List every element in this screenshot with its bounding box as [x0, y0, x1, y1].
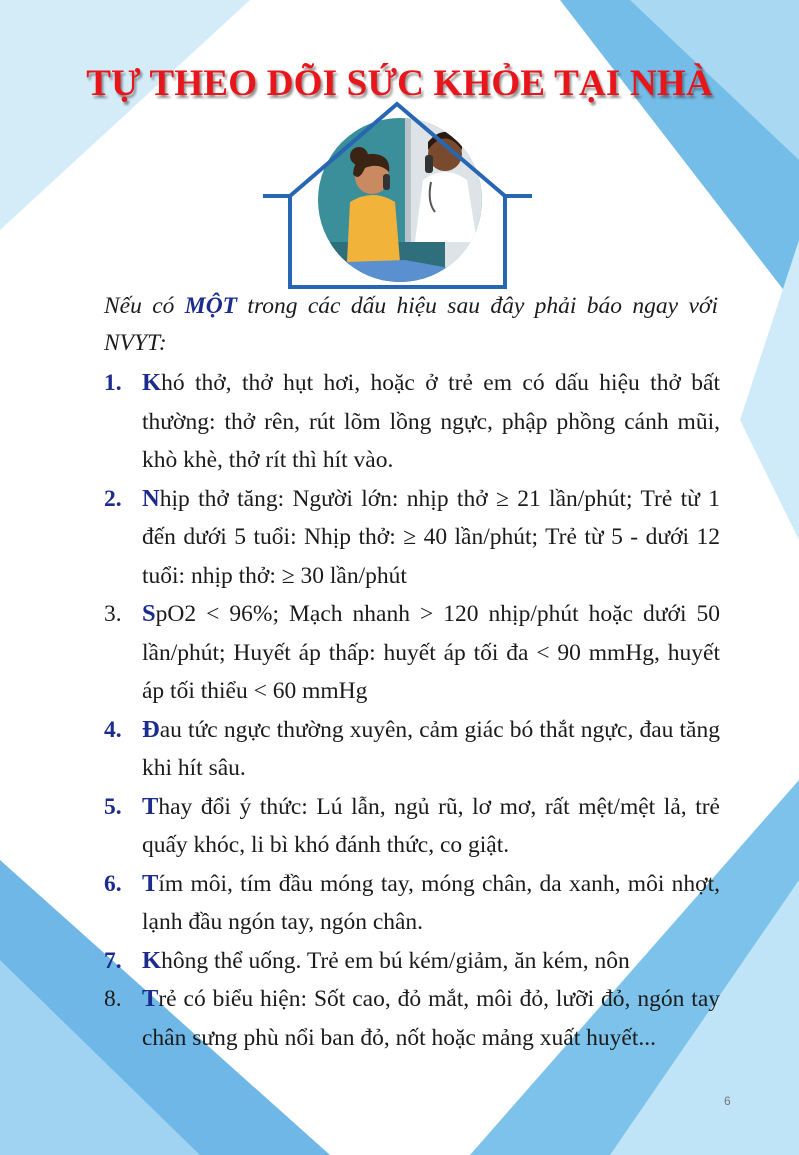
list-item	[104, 942, 720, 981]
item-first-letter: Đ	[142, 715, 160, 743]
intro-emphasis: MỘT	[184, 293, 238, 319]
item-first-letter: K	[142, 946, 162, 974]
item-number: 6.	[104, 870, 122, 897]
item-number: 3.	[104, 601, 122, 627]
warning-signs-list	[104, 364, 720, 1057]
call-scene	[315, 112, 495, 292]
item-text: hay đổi ý thức: Lú lẫn, ngủ rũ, lơ mơ, rất mệt/mệt lả, trẻ quấy khóc, li bì khó đánh thức, co giật.	[142, 793, 720, 858]
item-text: ím môi, tím đầu móng tay, móng chân, da xanh, môi nhợt, lạnh đầu ngón tay, ngón chân.	[142, 870, 720, 935]
item-text: pO2 < 96%; Mạch nhanh > 120 nhịp/phút hoặc dưới 50 lần/phút; Huyết áp thấp: huyết áp tối đa < 90 mmHg, huyết áp tối thiểu < 60 mmHg	[142, 601, 720, 704]
page-title: TỰ THEO DÕI SỨC KHỎE TẠI NHÀ	[86, 63, 713, 104]
list-item	[104, 711, 720, 788]
item-first-letter: K	[142, 369, 162, 396]
item-first-letter: S	[142, 600, 156, 627]
list-item	[104, 595, 720, 711]
item-number: 1.	[104, 370, 122, 396]
intro-paragraph	[104, 288, 718, 362]
item-first-letter: T	[142, 792, 159, 820]
item-text: rẻ có biểu hiện: Sốt cao, đỏ mắt, môi đỏ, lưỡi đỏ, ngón tay chân sưng phù nổi ban đỏ, nốt hoặc mảng xuất huyết...	[142, 986, 720, 1051]
item-text: au tức ngực thường xuyên, cảm giác bó thắt ngực, đau tăng khi hít sâu.	[142, 716, 720, 781]
item-number: 4.	[104, 716, 122, 743]
item-text: hịp thở tăng: Người lớn: nhịp thở ≥ 21 lần/phút; Trẻ từ 1 đến dưới 5 tuổi: Nhịp thở: ≥ 40 lần/phút; Trẻ từ 5 - dưới 12 tuổi: nhịp thở: ≥ 30 lần/phút	[142, 485, 720, 589]
house-with-phone-call-illustration	[255, 92, 540, 292]
item-number: 7.	[104, 947, 122, 974]
item-first-letter: T	[142, 869, 159, 897]
page-number: 6	[724, 1094, 731, 1108]
item-first-letter: N	[142, 484, 160, 512]
list-item	[104, 364, 720, 480]
item-number: 2.	[104, 485, 122, 512]
item-number: 5.	[104, 793, 122, 820]
intro-after: trong các dấu hiệu sau đây phải báo ngay với NVYT:	[104, 293, 718, 356]
list-item	[104, 980, 720, 1057]
list-item	[104, 788, 720, 865]
item-text: hó thở, thở hụt hơi, hoặc ở trẻ em có dấu hiệu thở bất thường: thở rên, rút lõm lồng ngực, phập phồng cánh mũi, khò khè, thở rít thì hít vào.	[142, 370, 720, 473]
intro-before: Nếu có	[104, 293, 185, 319]
list-item	[104, 480, 720, 596]
item-number: 8.	[104, 986, 122, 1012]
list-item	[104, 865, 720, 942]
item-text: hông thể uống. Trẻ em bú kém/giảm, ăn kém, nôn	[161, 947, 630, 974]
item-first-letter: T	[142, 985, 159, 1012]
